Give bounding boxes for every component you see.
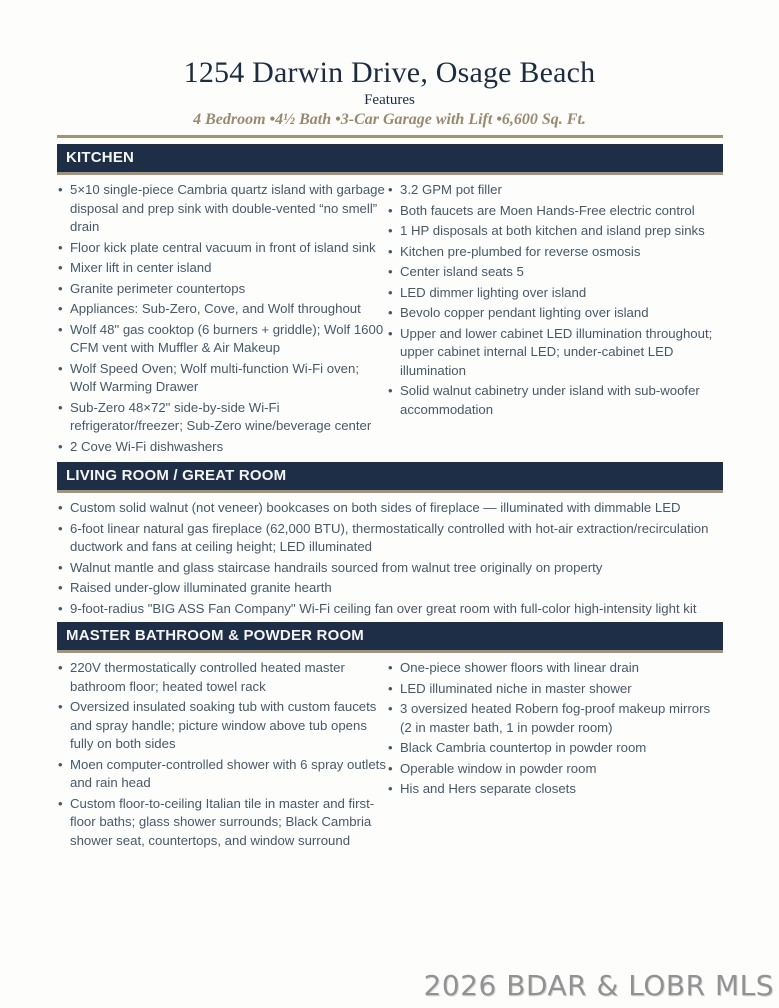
feature-list [57,659,387,850]
page-title: 1254 Darwin Drive, Osage Beach [183,56,596,89]
section-heading: KITCHEN [57,144,723,175]
section-body [57,493,723,618]
kitchen-left-column [57,181,387,458]
feature-item: • Bevolo copper pendant lighting over island [387,304,723,323]
section-heading: MASTER BATHROOM & POWDER ROOM [57,622,723,653]
section-master-bathroom [57,622,723,852]
feature-item: • Granite perimeter countertops [57,280,387,299]
feature-list [387,659,723,799]
feature-item: • Wolf 48" gas cooktop (6 burners + griddle); Wolf 1600 CFM vent with Muffler & Air Makeup [57,321,387,358]
feature-item: • 6-foot linear natural gas fireplace (62,000 BTU), thermostatically controlled with hot-air extraction/recirculation ductwork and fans at ceiling height; LED illuminated [57,520,723,557]
feature-item: • LED dimmer lighting over island [387,284,723,303]
kitchen-right-column [387,181,723,458]
feature-list [57,181,387,456]
two-column-layout [57,181,723,458]
feature-list [57,499,723,618]
feature-item: • Black Cambria countertop in powder room [387,739,723,758]
property-summary-line: 4 Bedroom •4½ Bath •3-Car Garage with Lift •6,600 Sq. Ft. [193,111,586,128]
feature-item: • Appliances: Sub-Zero, Cove, and Wolf throughout [57,300,387,319]
feature-item: • His and Hers separate closets [387,780,723,799]
feature-item: • Custom floor-to-ceiling Italian tile in master and first-floor baths; glass shower surrounds; Black Cambria shower seat, countertops, and window surround [57,795,387,851]
feature-item: • Center island seats 5 [387,263,723,282]
section-body [57,653,723,852]
feature-item: • Kitchen pre-plumbed for reverse osmosis [387,243,723,262]
mls-watermark: 2026 BDAR & LOBR MLS [423,969,774,1002]
two-column-layout [57,659,723,852]
section-heading: LIVING ROOM / GREAT ROOM [57,462,723,493]
feature-item: • Oversized insulated soaking tub with custom faucets and spray handle; picture window above tub opens fully on both sides [57,698,387,754]
header-divider [57,135,723,138]
page-subtitle: Features [364,92,415,108]
feature-item: • 3 oversized heated Robern fog-proof makeup mirrors (2 in master bath, 1 in powder room) [387,700,723,737]
feature-item: • Both faucets are Moen Hands-Free electric control [387,202,723,221]
feature-item: • One-piece shower floors with linear drain [387,659,723,678]
feature-item: • Mixer lift in center island [57,259,387,278]
feature-item: • 9-foot-radius "BIG ASS Fan Company" Wi-Fi ceiling fan over great room with full-color high-intensity light kit [57,600,723,619]
feature-item: • Floor kick plate central vacuum in front of island sink [57,239,387,258]
page-header [0,0,779,129]
feature-item: • Custom solid walnut (not veneer) bookcases on both sides of fireplace — illuminated with dimmable LED [57,499,723,518]
bathroom-left-column [57,659,387,852]
feature-item: • 1 HP disposals at both kitchen and island prep sinks [387,222,723,241]
bathroom-right-column [387,659,723,852]
feature-item: • Wolf Speed Oven; Wolf multi-function Wi-Fi oven; Wolf Warming Drawer [57,360,387,397]
section-living-room [57,462,723,618]
section-kitchen [57,144,723,458]
feature-list [387,181,723,419]
feature-item: • LED illuminated niche in master shower [387,680,723,699]
feature-item: • Moen computer-controlled shower with 6 spray outlets and rain head [57,756,387,793]
feature-item: • Walnut mantle and glass staircase handrails sourced from walnut tree originally on property [57,559,723,578]
feature-item: • 2 Cove Wi-Fi dishwashers [57,438,387,457]
feature-item: • 3.2 GPM pot filler [387,181,723,200]
section-body [57,175,723,458]
feature-item: • 5×10 single-piece Cambria quartz island with garbage disposal and prep sink with double-vented “no smell” drain [57,181,387,237]
feature-item: • 220V thermostatically controlled heated master bathroom floor; heated towel rack [57,659,387,696]
feature-item: • Raised under-glow illuminated granite hearth [57,579,723,598]
feature-item: • Operable window in powder room [387,760,723,779]
feature-item: • Sub-Zero 48×72" side-by-side Wi-Fi refrigerator/freezer; Sub-Zero wine/beverage center [57,399,387,436]
feature-item: • Solid walnut cabinetry under island with sub-woofer accommodation [387,382,723,419]
feature-item: • Upper and lower cabinet LED illumination throughout; upper cabinet internal LED; under-cabinet LED illumination [387,325,723,381]
